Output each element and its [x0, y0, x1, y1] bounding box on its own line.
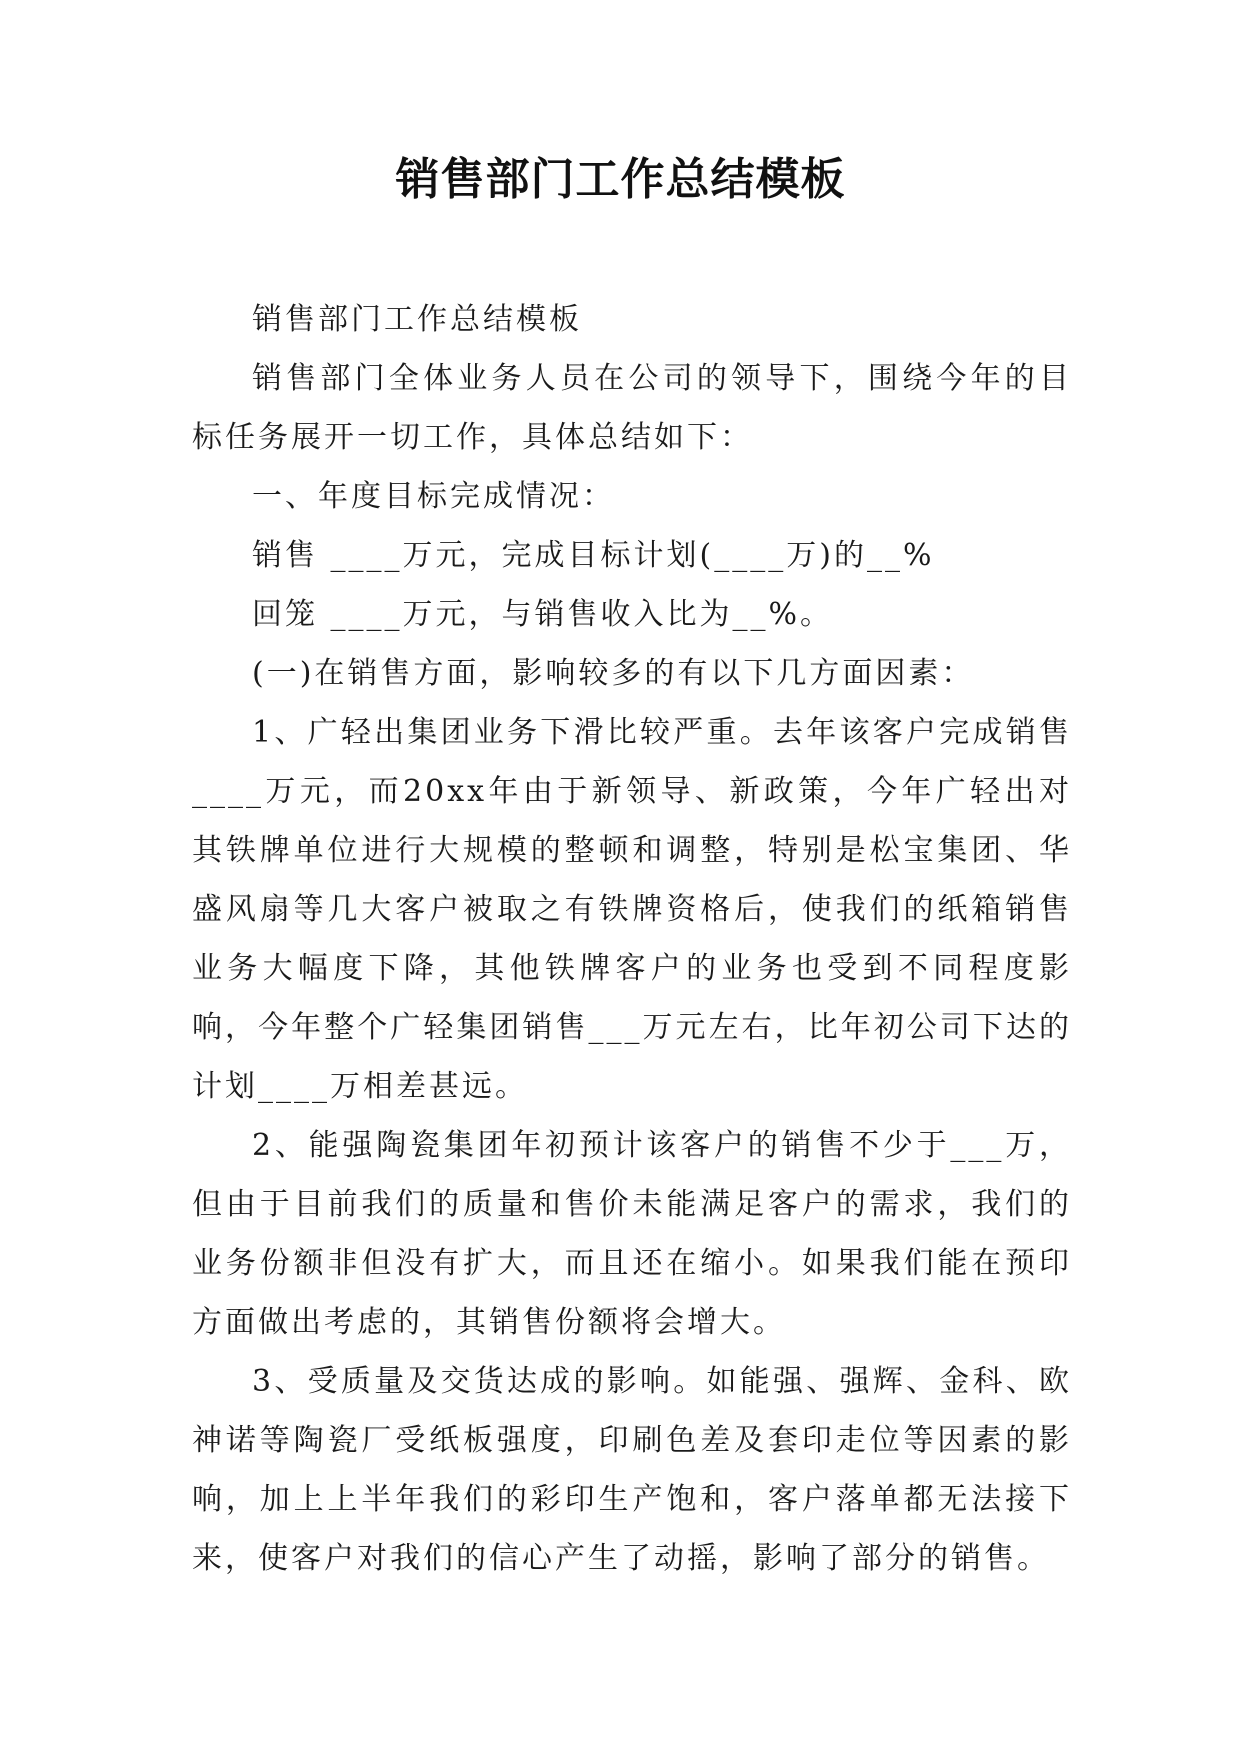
subsection-heading: (一)在销售方面，影响较多的有以下几方面因素： — [252, 656, 975, 691]
section-heading: 一、年度目标完成情况： — [252, 479, 615, 514]
paragraph-subtitle: 销售部门工作总结模板 — [252, 302, 582, 337]
paragraph-sales-line: 销售 ____万元，完成目标计划(____万)的__% — [252, 538, 935, 573]
paragraph-item-2: 2、能强陶瓷集团年初预计该客户的销售不少于___万，但由于目前我们的质量和售价未能满足客户的需求，我们的业务份额非但没有扩大，而且还在缩小。如果我们能在预印方面做出考虑的，其销售份额将会增大。 — [192, 1128, 1072, 1340]
paragraph-intro: 销售部门全体业务人员在公司的领导下，围绕今年的目标任务展开一切工作，具体总结如下： — [192, 361, 1072, 455]
paragraph-item-3: 3、受质量及交货达成的影响。如能强、强辉、金科、欧神诺等陶瓷厂受纸板强度，印刷色差及套印走位等因素的影响，加上上半年我们的彩印生产饱和，客户落单都无法接下来，使客户对我们的信心产生了动摇，影响了部分的销售。 — [192, 1364, 1072, 1576]
paragraph-item-1: 1、广轻出集团业务下滑比较严重。去年该客户完成销售____万元，而20xx年由于新领导、新政策，今年广轻出对其铁牌单位进行大规模的整顿和调整，特别是松宝集团、华盛风扇等几大客户被取之有铁牌资格后，使我们的纸箱销售业务大幅度下降，其他铁牌客户的业务也受到不同程度影响，今年整个广轻集团销售___万元左右，比年初公司下达的计划____万相差甚远。 — [192, 715, 1072, 1104]
document-title: 销售部门工作总结模板 — [395, 154, 846, 205]
document-body — [192, 290, 1072, 1588]
paragraph-collection-line: 回笼 ____万元，与销售收入比为__%。 — [252, 597, 834, 632]
